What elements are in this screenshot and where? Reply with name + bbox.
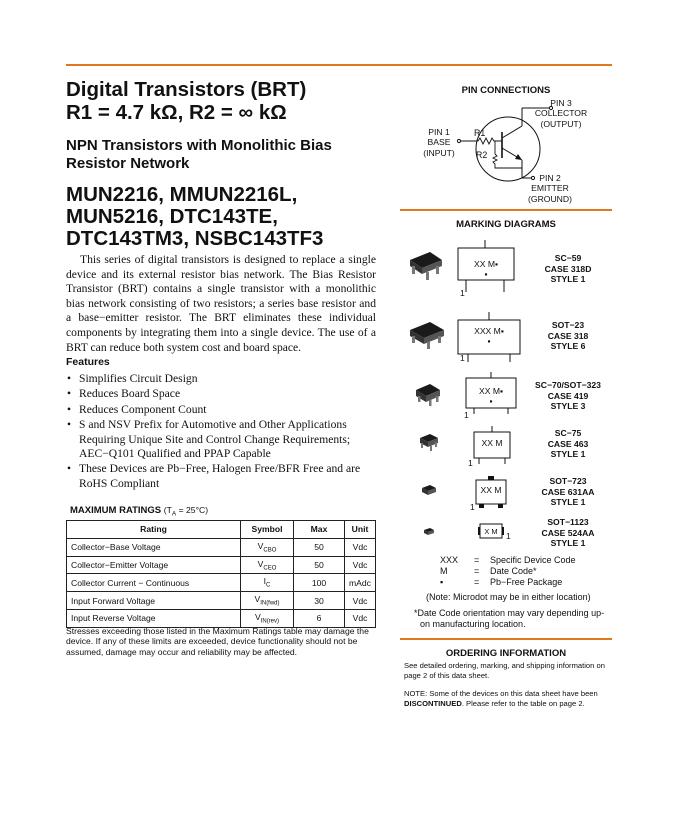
sot723-label: SOT−723 CASE 631AA STYLE 1 [541,476,595,507]
max-ratings-condition: $(T_A = 25^\circ C)$ [163,505,209,518]
col-unit: Unit [345,521,376,539]
rating-cell: Collector−Base Voltage [67,538,241,556]
unit-cell: Vdc [345,592,376,610]
unit-cell: Vdc [345,556,376,574]
table-row [67,538,376,556]
max-cell: 30 [294,592,345,610]
ordering-heading: ORDERING INFORMATION [445,648,567,659]
table-header-row [67,521,376,539]
table-row [67,609,376,627]
microdot-note: (Note: Microdot may be in either location) [426,592,591,602]
unit-cell: Vdc [345,538,376,556]
legend-row: M = Date Code* [440,566,537,576]
col-symbol: Symbol [241,521,294,539]
sot23-package-icon [410,322,444,349]
ordering-text: See detailed ordering, marking, and shipping information on page 2 of this data sheet. [404,661,605,680]
legend-row: XXX = Specific Device Code [440,555,576,565]
sot23-pin1: 1 [460,353,465,363]
top-rule [66,64,612,66]
sot1123-mark-text: X M [484,527,498,536]
pin-connections-heading: PIN CONNECTIONS [461,85,551,96]
rating-cell: Collector Current − Continuous [67,574,241,592]
sc70-mark-text: XX M▪ ▪ [478,386,504,407]
max-cell: 50 [294,538,345,556]
sot1123-pin1: 1 [506,531,511,541]
max-cell: 100 [294,574,345,592]
sot1123-label: SOT−1123 CASE 524AA STYLE 1 [541,517,595,548]
title-line-1: Digital Transistors (BRT) [66,78,307,101]
page-title [66,78,396,124]
table-row [67,574,376,592]
sc59-mark-text: XX M▪ ▪ [473,259,499,280]
features-section [66,356,384,492]
symbol-cell: $V_{CEO}$ [241,556,294,574]
features-heading: Features [66,356,110,368]
part-numbers [66,184,396,250]
sc59-label: SC−59 CASE 318D STYLE 1 [544,253,592,284]
sc75-mark-text: XX M [481,438,503,448]
symbol-cell: $I_C$ [241,574,294,592]
sot723-package-icon [422,485,436,495]
sc70-label: SC−70/SOT−323 CASE 419 STYLE 3 [535,380,601,411]
max-ratings-title: MAXIMUM RATINGS [70,505,162,516]
sot23-mark-text: XXX M▪ ▪ [474,326,504,347]
sc70-pin1: 1 [464,410,469,420]
feature-item: • Reduces Board Space [66,387,384,401]
sot1123-package-icon [424,528,434,535]
table-row [67,592,376,610]
description-paragraph: This series of digital transistors is designed to replace a single device and its external resistor bias network. The Bias Resistor Transistor (BRT) contains a single transistor with a monolithic bias network consisting of two resistors; a series base resistor and a base−emitter resistor. The BRT eliminates these individual components by integrating them into a single device. The use of a BRT can reduce both system cost and board space. [66,253,376,354]
table-row [67,556,376,574]
marking-diagrams-heading: MARKING DIAGRAMS [456,219,556,230]
unit-cell: mAdc [345,574,376,592]
parts-line-1: MUN2216, MMUN2216L, [66,183,298,206]
symbol-cell: $V_{IN(rev)}$ [241,609,294,627]
pin3-label: PIN 3 COLLECTOR (OUTPUT) [534,98,588,129]
page-subtitle [66,137,396,173]
date-code-note: *Date Code orientation may vary depending up- on manufacturing location. [414,608,605,629]
sot723-pin1: 1 [470,502,475,512]
unit-cell: Vdc [345,609,376,627]
right-rule-1 [400,209,612,211]
feature-item: • These Devices are Pb−Free, Halogen Free/BFR Free and are RoHS Compliant [66,462,384,491]
sc59-package-icon [410,252,442,280]
marking-legend [440,555,580,588]
r1-label: R1 [474,128,486,138]
parts-line-2: MUN5216, DTC143TE, [66,205,278,228]
sot723-mark-text: XX M [480,485,502,495]
subtitle-line-2: Resistor Network [66,155,190,172]
pin2-label: PIN 2 EMITTER (GROUND) [528,173,572,204]
discontinued-note: NOTE: Some of the devices on this data sheet have been DISCONTINUED. Please refer to the table on page 2. [404,689,598,708]
symbol-cell: $V_{CBO}$ [241,538,294,556]
max-ratings-heading [70,505,208,518]
right-rule-2 [400,638,612,640]
col-rating: Rating [67,521,241,539]
rating-cell: Collector−Emitter Voltage [67,556,241,574]
max-cell: 6 [294,609,345,627]
max-ratings-table [66,520,376,628]
sc59-pin1: 1 [460,288,465,298]
pin1-label: PIN 1 BASE (INPUT) [423,127,455,158]
title-line-2: R1 = 4.7 kΩ, R2 = ∞ kΩ [66,101,287,124]
features-list [66,372,384,491]
sc75-label: SC−75 CASE 463 STYLE 1 [547,428,589,459]
sot23-label: SOT−23 CASE 318 STYLE 6 [547,320,589,351]
col-max: Max [294,521,345,539]
max-cell: 50 [294,556,345,574]
sc70-package-icon [416,384,440,406]
sc75-pin1: 1 [468,458,473,468]
symbol-cell: $V_{IN(fwd)}$ [241,592,294,610]
feature-item: • S and NSV Prefix for Automotive and Other Applications Requiring Unique Site and Control Change Requirements; AEC−Q101 Qualified and PPAP Capable [66,418,384,461]
max-ratings-note: Stresses exceeding those listed in the Maximum Ratings table may damage the device. If any of these limits are exceeded, device functionality should not be assumed, damage may occur and reliability may be affected. [66,626,369,657]
sc75-package-icon [420,434,438,451]
r2-label: R2 [476,150,488,160]
feature-item: • Simplifies Circuit Design [66,372,384,386]
rating-cell: Input Forward Voltage [67,592,241,610]
rating-cell: Input Reverse Voltage [67,609,241,627]
legend-row: ▪ = Pb−Free Package [440,577,563,587]
subtitle-line-1: NPN Transistors with Monolithic Bias [66,137,332,154]
feature-item: • Reduces Component Count [66,403,384,417]
parts-line-3: DTC143TM3, NSBC143TF3 [66,227,324,250]
